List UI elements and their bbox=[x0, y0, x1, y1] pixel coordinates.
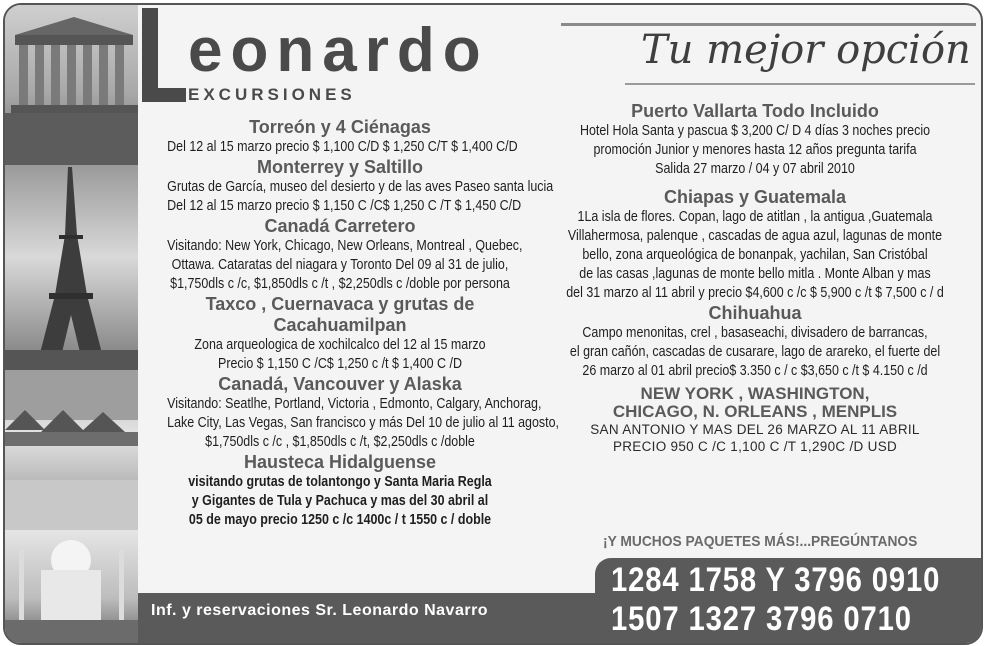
trip-new-york bbox=[535, 385, 975, 455]
trip-title: Canadá, Vancouver y Alaska bbox=[218, 374, 462, 394]
trip-line: 05 de mayo precio 1250 c /c 1400c / t 1550 c / doble bbox=[188, 512, 492, 528]
tagline: Tu mejor opción bbox=[641, 27, 971, 73]
logo-l-mark bbox=[142, 8, 186, 102]
trip-line: y Gigantes de Tula y Pachuca y mas del 30 abril al bbox=[191, 493, 489, 509]
logo-wordmark bbox=[188, 16, 489, 85]
trip-title: Torreón y 4 Ciénagas bbox=[249, 117, 431, 137]
trip-line: Salida 27 marzo / 04 y 07 abril 2010 bbox=[655, 161, 855, 177]
trip-line: 26 marzo al 01 abril precio$ 3.350 c / c $3,650 c /t $ 4.150 c /d bbox=[582, 363, 928, 379]
trip-title: CHICAGO, N. ORLEANS , MENPLIS bbox=[612, 402, 898, 421]
trip-line: SAN ANTONIO Y MAS DEL 26 MARZO AL 11 ABRIL bbox=[590, 422, 920, 437]
trip-line: el gran cañón, cascadas de cusarare, lago de arareko, el fuerte del bbox=[569, 344, 941, 360]
trip-line: del 31 marzo al 11 abril y precio $4,600 c /c $ 5,900 c /t $ 7,500 c / d bbox=[566, 285, 944, 301]
trip-title: Chiapas y Guatemala bbox=[663, 187, 847, 207]
trip-title: Monterrey y Saltillo bbox=[256, 157, 424, 177]
trip-line: 1La isla de flores. Copan, lago de atitlan , la antigua ,Guatemala bbox=[577, 209, 933, 225]
trip-line: $1,750dls c /c, $1,850dls c /t , $2,250dls c /doble por persona bbox=[170, 276, 510, 292]
trip-line: Villahermosa, palenque , cascadas de agua azul, lagunas de monte bbox=[567, 228, 943, 244]
trip-puerto-vallarta bbox=[535, 101, 975, 179]
trip-line: $1,750dls c /c , $1,850dls c /t, $2,250dls c /doble bbox=[205, 434, 475, 450]
trip-canada-carretero bbox=[139, 216, 541, 294]
phone-line-2[interactable]: 1507 1327 3796 0710 bbox=[611, 600, 912, 638]
trip-line: Del 12 al 15 marzo precio $ 1,150 C /C$ 1,250 C /T $ 1,450 C/D bbox=[167, 198, 522, 214]
logo-subtitle: EXCURSIONES bbox=[188, 85, 356, 104]
trip-line: Ottawa. Cataratas del niagara y Toronto Del 09 al 31 de julio, bbox=[171, 257, 509, 273]
acropolis-photo bbox=[5, 5, 138, 165]
trip-line: Del 12 al 15 marzo precio $ 1,100 C/D $ 1,250 C/T $ 1,400 C/D bbox=[167, 139, 518, 155]
trip-line: promoción Junior y menores hasta 12 años pregunta tarifa bbox=[593, 142, 917, 158]
trip-huasteca bbox=[139, 452, 541, 530]
photo-strip bbox=[5, 5, 138, 643]
bungalows-photo bbox=[5, 370, 138, 530]
phone-line-1[interactable]: 1284 1758 Y 3796 0910 bbox=[611, 561, 941, 599]
right-column bbox=[535, 101, 975, 455]
eiffel-tower-photo bbox=[5, 165, 138, 370]
trip-title: Hausteca Hidalguense bbox=[243, 452, 437, 472]
trip-line: Lake City, Las Vegas, San francisco y más Del 10 de julio al 11 agosto, bbox=[167, 415, 560, 431]
left-column bbox=[139, 117, 560, 530]
trip-title: Taxco , Cuernavaca y grutas de Cacahuamilpan bbox=[205, 294, 475, 335]
trip-line: Grutas de García, museo del desierto y de las aves Paseo santa lucia bbox=[167, 179, 554, 195]
trip-torreon bbox=[139, 117, 541, 157]
trip-taxco bbox=[139, 294, 541, 374]
trip-line: Precio $ 1,150 C /C$ 1,250 c /t $ 1,400 C /D bbox=[218, 356, 462, 372]
trip-title: Canadá Carretero bbox=[264, 216, 416, 236]
trip-line: PRECIO 950 C /C 1,100 C /T 1,290C /D USD bbox=[612, 439, 898, 454]
tagline-bottom-rule bbox=[625, 83, 975, 85]
trip-title: Puerto Vallarta Todo Incluido bbox=[631, 101, 879, 121]
trip-line: visitando grutas de tolantongo y Santa Maria Regla bbox=[188, 474, 492, 490]
logo-word-text: eonardo bbox=[188, 16, 489, 85]
trip-line: Campo menonitas, crel , basaseachi, divisadero de barrancas, bbox=[582, 325, 928, 341]
trip-line: Zona arqueologica de xochilcalco del 12 al 15 marzo bbox=[194, 337, 486, 353]
trip-line: bello, zona arqueológica de bonanpak, yachilan, San Cristóbal bbox=[582, 247, 928, 263]
trip-chihuahua bbox=[535, 303, 975, 381]
trip-line: Hotel Hola Santa y pascua $ 3,200 C/ D 4 días 3 noches precio bbox=[579, 123, 931, 139]
trip-line: Visitando: New York, Chicago, New Orleans, Montreal , Quebec, bbox=[167, 238, 523, 254]
trip-title: NEW YORK , WASHINGTON, bbox=[640, 384, 870, 403]
trip-chiapas bbox=[535, 187, 975, 303]
trip-line: de las casas ,lagunas de monte bello mitla . Monte Alban y mas bbox=[579, 266, 931, 282]
trip-line: Visitando: Seatlhe, Portland, Victoria , Edmonto, Calgary, Anchorag, bbox=[167, 396, 542, 412]
trip-title: Chihuahua bbox=[708, 303, 802, 323]
trip-canada-vancouver bbox=[139, 374, 560, 452]
taj-mahal-photo bbox=[5, 530, 138, 643]
more-packages-text: ¡Y MUCHOS PAQUETES MÁS!...PREGÚNTANOS bbox=[603, 533, 918, 550]
tagline-top-rule bbox=[561, 23, 976, 26]
trip-monterrey bbox=[139, 157, 554, 216]
contact-text: Inf. y reservaciones Sr. Leonardo Navarro bbox=[151, 602, 489, 619]
